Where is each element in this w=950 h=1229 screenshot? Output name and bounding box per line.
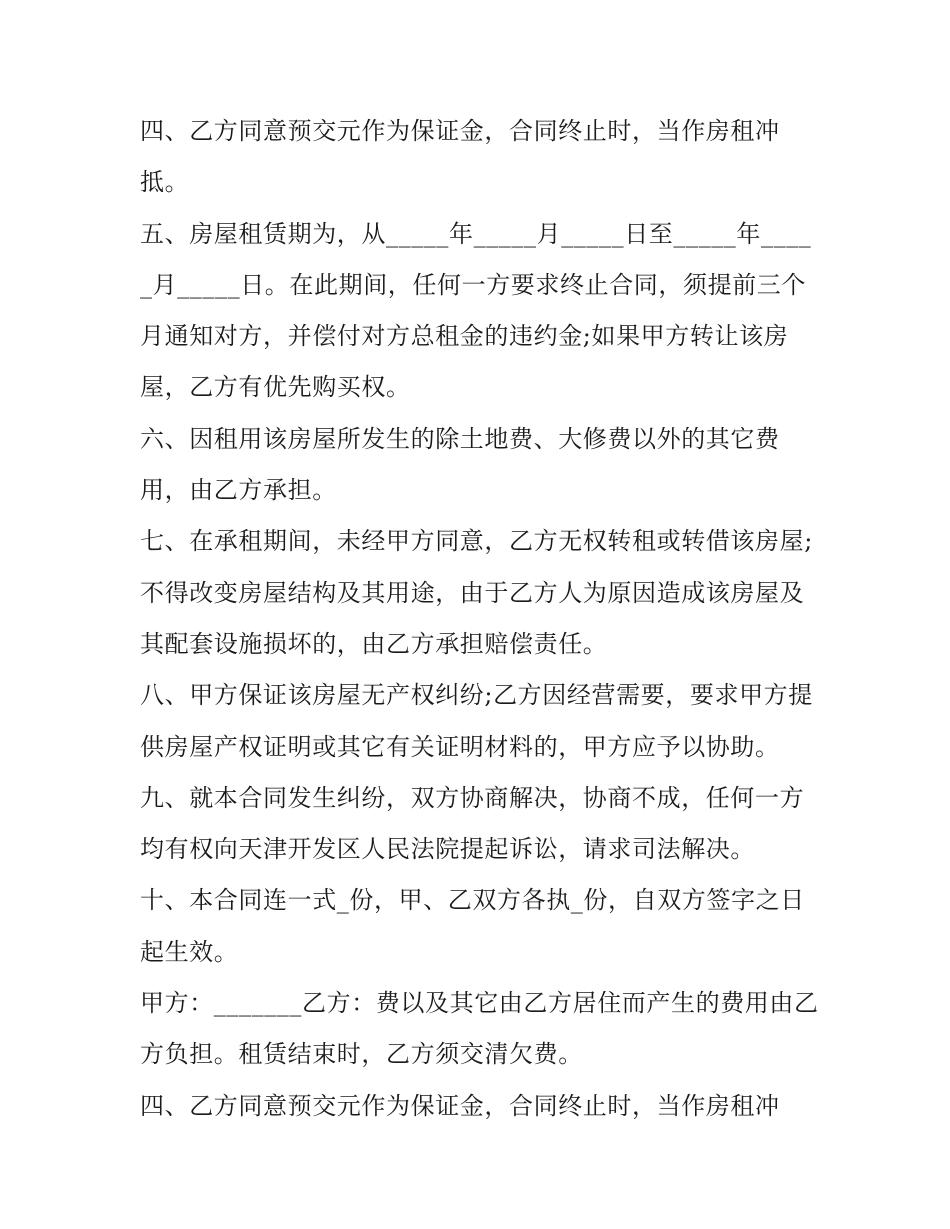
paragraph-deposit-repeat: 四、乙方同意预交元作为保证金，合同终止时，当作房租冲 (140, 1091, 780, 1120)
paragraph-property-rights: 八、甲方保证该房屋无产权纠纷;乙方因经营需要，要求甲方提供房屋产权证明或其它有关证明材料的，甲方应予以协助。 (140, 681, 813, 761)
paragraph-signatures: 甲方：_______乙方：费以及其它由乙方居住而产生的费用由乙方负担。租赁结束时，乙方须交清欠费。 (140, 989, 819, 1069)
paragraph-deposit: 四、乙方同意预交元作为保证金，合同终止时，当作房租冲抵。 (140, 117, 780, 197)
paragraph-copies: 十、本合同连一式_份，甲、乙双方各执_份，自双方签字之日起生效。 (140, 886, 805, 966)
paragraph-sublease: 七、在承租期间，未经甲方同意，乙方无权转租或转借该房屋;不得改变房屋结构及其用途，由于乙方人为原因造成该房屋及其配套设施损坏的，由乙方承担赔偿责任。 (140, 527, 813, 658)
paragraph-lease-term: 五、房屋租赁期为，从_____年_____月_____日至_____年_____月_____日。在此期间，任何一方要求终止合同，须提前三个月通知对方，并偿付对方总租金的违约金;如果甲方转让该房屋，乙方有优先购买权。 (140, 219, 812, 402)
document-body (140, 106, 820, 1132)
paragraph-expenses: 六、因租用该房屋所发生的除土地费、大修费以外的其它费用，由乙方承担。 (140, 424, 780, 505)
paragraph-disputes: 九、就本合同发生纠纷，双方协商解决，协商不成，任何一方均有权向天津开发区人民法院提起诉讼，请求司法解决。 (140, 783, 805, 864)
